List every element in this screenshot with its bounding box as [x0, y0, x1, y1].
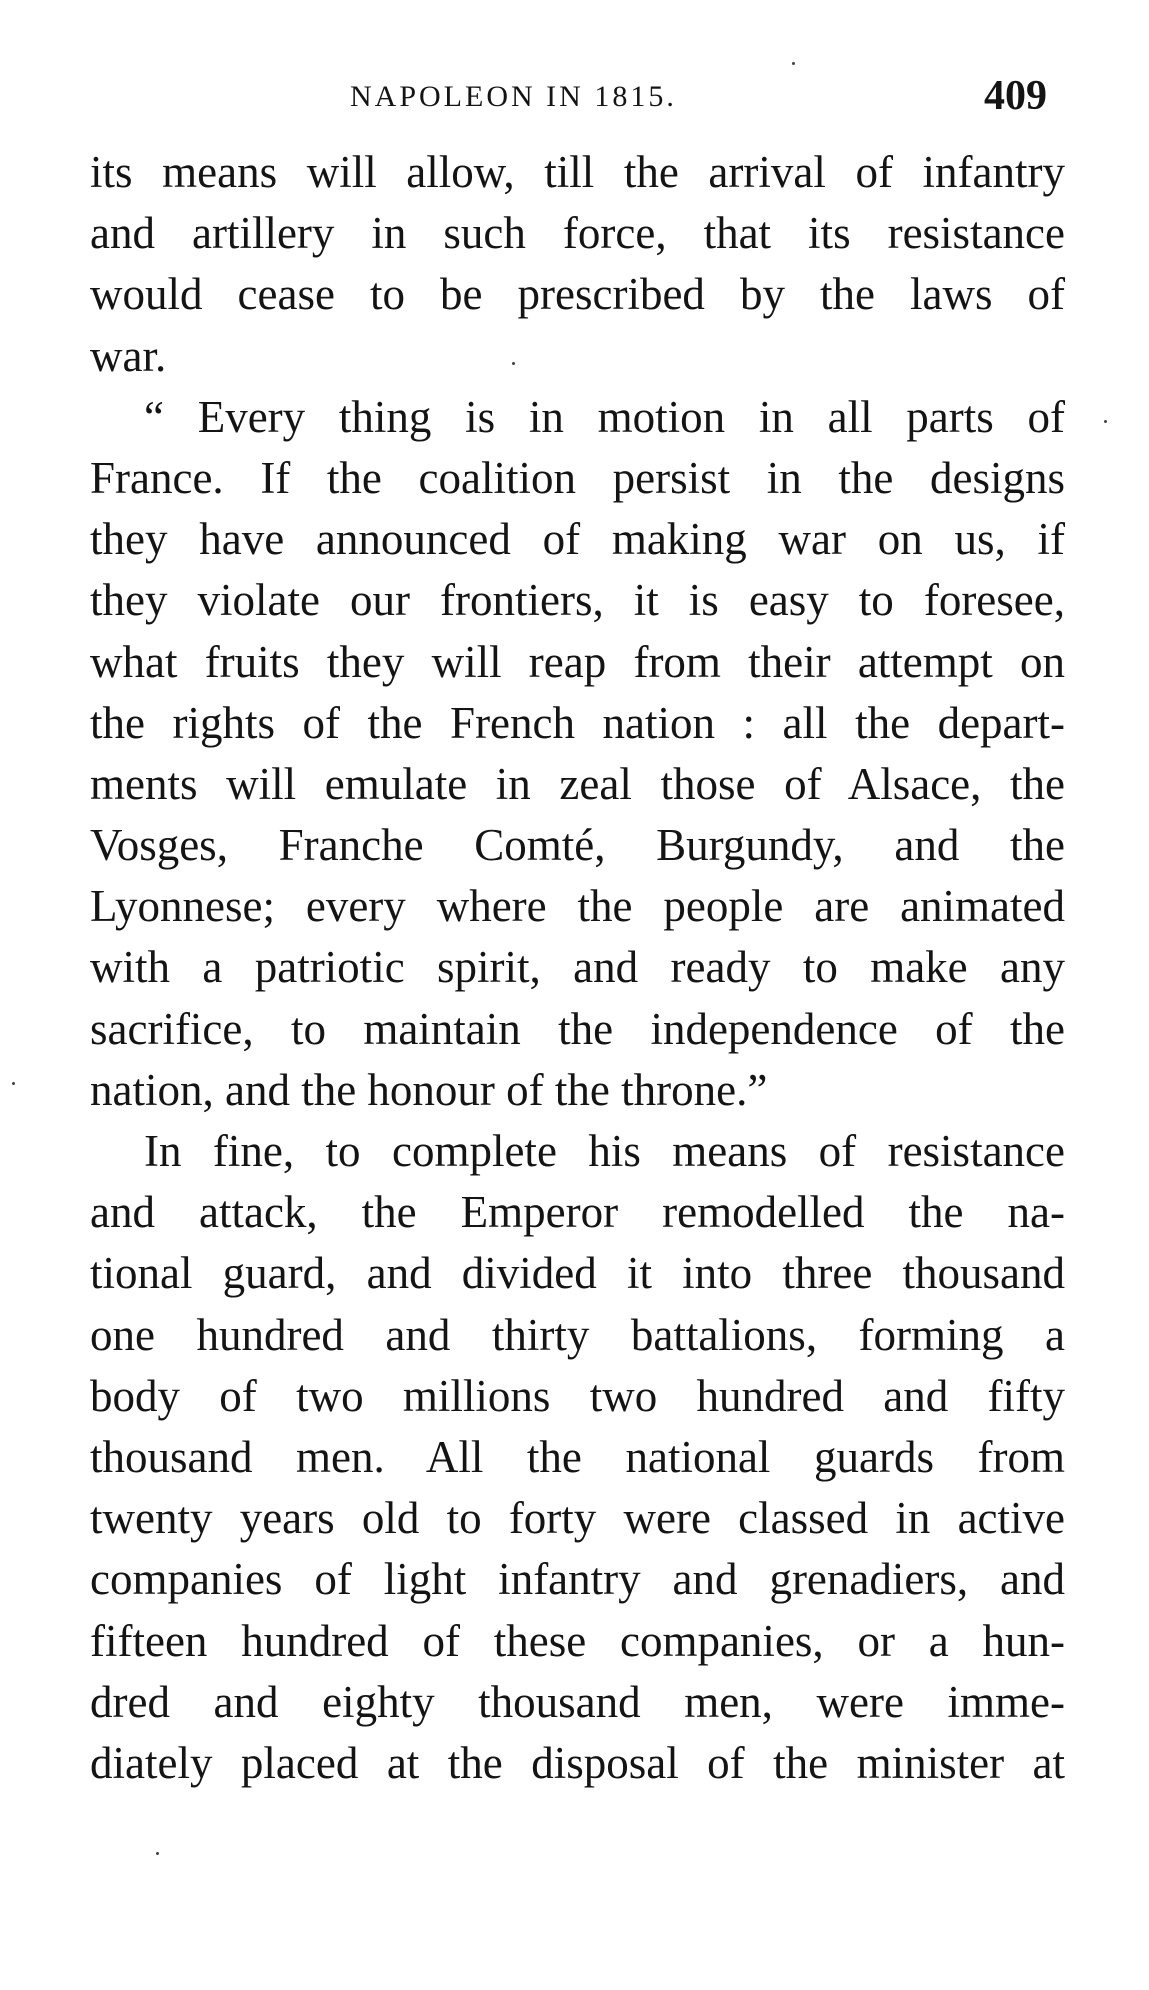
text-line: what fruits they will reap from their attempt on	[90, 636, 1065, 687]
text-line: fifteen hundred of these companies, or a hun-	[90, 1615, 1065, 1666]
text-line: ments will emulate in zeal those of Alsace, the	[90, 758, 1065, 809]
scan-speck	[1104, 420, 1107, 423]
scan-speck	[156, 1852, 159, 1855]
text-line: twenty years old to forty were classed in active	[90, 1493, 1065, 1544]
scan-speck	[12, 1082, 15, 1085]
body-text	[90, 142, 1065, 1794]
text-line: tional guard, and divided it into three thousand	[90, 1248, 1065, 1299]
text-line: In fine, to complete his means of resistance	[144, 1126, 1065, 1176]
page-number: 409	[984, 73, 1047, 119]
text-line: thousand men. All the national guards from	[90, 1431, 1065, 1482]
text-line: they violate our frontiers, it is easy to foresee,	[90, 575, 1065, 626]
scan-speck	[792, 62, 795, 65]
text-line: Lyonnese; every where the people are animated	[90, 881, 1065, 932]
text-line: companies of light infantry and grenadiers, and	[90, 1554, 1065, 1605]
running-head	[0, 66, 1149, 126]
paragraph	[90, 1121, 1065, 1794]
text-line: diately placed at the disposal of the minister at	[90, 1737, 1065, 1788]
text-line: one hundred and thirty battalions, forming a	[90, 1309, 1065, 1360]
text-line: and attack, the Emperor remodelled the na-	[90, 1187, 1065, 1238]
text-line: “ Every thing is in motion in all parts of	[144, 391, 1065, 442]
paragraph	[90, 142, 1065, 387]
text-line: nation, and the honour of the throne.”	[90, 1064, 768, 1115]
text-line: body of two millions two hundred and fifty	[90, 1370, 1065, 1421]
text-line: the rights of the French nation : all the depart-	[90, 697, 1065, 748]
text-line: France. If the coalition persist in the designs	[90, 452, 1065, 503]
text-line: with a patriotic spirit, and ready to make any	[90, 942, 1065, 993]
text-line: sacrifice, to maintain the independence of the	[90, 1003, 1065, 1054]
paragraph	[90, 387, 1065, 1121]
text-line: war.	[90, 330, 167, 381]
text-line: would cease to be prescribed by the laws of	[90, 269, 1065, 320]
text-line: they have announced of making war on us, if	[90, 514, 1065, 565]
text-line: and artillery in such force, that its resistance	[90, 208, 1065, 259]
running-title: NAPOLEON IN 1815.	[350, 80, 677, 113]
text-line: Vosges, Franche Comté, Burgundy, and the	[90, 820, 1065, 871]
text-line: its means will allow, till the arrival of infantry	[90, 147, 1065, 197]
text-line: dred and eighty thousand men, were imme-	[90, 1676, 1065, 1727]
scan-speck	[512, 362, 515, 365]
